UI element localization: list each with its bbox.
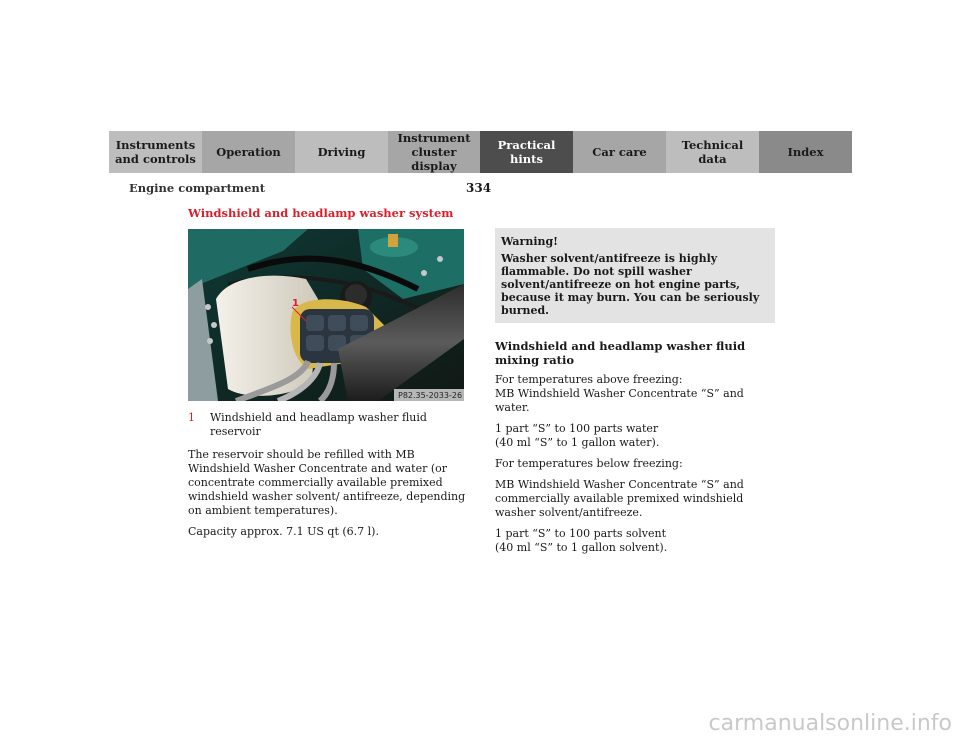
- warning-box: [495, 228, 775, 323]
- callout-number: 1: [292, 298, 299, 309]
- tab-car-care[interactable]: Car care: [573, 131, 666, 173]
- right-column: [495, 228, 775, 562]
- bolt: [205, 304, 211, 310]
- left-column: [188, 206, 466, 546]
- watermark: carmanualsonline.info: [708, 711, 952, 736]
- tab-instruments-and-controls[interactable]: Instruments and controls: [109, 131, 202, 173]
- above-freezing-ratio: [495, 422, 775, 450]
- capacity-paragraph: Capacity approx. 7.1 US qt (6.7 l).: [188, 525, 379, 538]
- tab-technical-data[interactable]: Technical data: [666, 131, 759, 173]
- pump-cell-1: [306, 315, 324, 331]
- below-ratio-line-2: (40 ml “S” to 1 gallon solvent).: [495, 541, 668, 554]
- caption-text: Windshield and headlamp washer fluid reservoir: [210, 411, 427, 438]
- figure-caption: [188, 411, 466, 439]
- chapter-tab-bar: [109, 131, 852, 173]
- pump-cell-4: [306, 335, 324, 351]
- below-freezing-label: For temperatures below freezing:: [495, 457, 683, 470]
- bolt: [207, 338, 213, 344]
- pump-cell-3: [350, 315, 368, 331]
- below-freezing-ratio: [495, 527, 775, 555]
- tab-operation[interactable]: Operation: [202, 131, 295, 173]
- mixing-ratio-heading: Windshield and headlamp washer fluid mixing ratio: [495, 339, 746, 367]
- bolt: [437, 256, 443, 262]
- below-ratio-line-1: 1 part “S” to 100 parts solvent: [495, 527, 667, 540]
- above-ratio-line-2: (40 ml “S” to 1 gallon water).: [495, 436, 660, 449]
- warning-text: Washer solvent/antifreeze is highly flammable. Do not spill washer solvent/antifreeze on hot engine parts, because it may burn. You can be seriously burned.: [501, 252, 760, 317]
- tab-driving[interactable]: Driving: [295, 131, 388, 173]
- section-title: Engine compartment: [129, 181, 266, 195]
- above-ratio-line-1: 1 part “S” to 100 parts water: [495, 422, 659, 435]
- below-freezing-text: MB Windshield Washer Concentrate “S” and commercially available premixed windshield washer solvent/antifreeze.: [495, 478, 744, 519]
- tab-practical-hints[interactable]: Practical hints: [480, 131, 573, 173]
- refill-paragraph: The reservoir should be refilled with MB Windshield Washer Concentrate and water (or concentrate commercially available premixed windshield washer solvent/ antifreeze, depending on ambient temperatures).: [188, 448, 466, 517]
- image-code: P82.35-2033-26: [398, 391, 463, 400]
- tab-index[interactable]: Index: [759, 131, 852, 173]
- caption-number: 1: [188, 411, 195, 424]
- washer-system-heading: Windshield and headlamp washer system: [188, 206, 454, 220]
- strut-bolt: [388, 234, 398, 247]
- pump-cell-2: [328, 315, 346, 331]
- bolt: [421, 270, 427, 276]
- above-freezing-label: For temperatures above freezing:: [495, 373, 683, 386]
- above-freezing-block: [495, 373, 775, 415]
- bolt: [211, 322, 217, 328]
- tab-instrument-cluster-display[interactable]: Instrument cluster display: [388, 131, 480, 173]
- above-freezing-text: MB Windshield Washer Concentrate “S” and water.: [495, 387, 744, 414]
- engine-compartment-photo: [188, 229, 464, 401]
- warning-title: Warning!: [501, 235, 559, 248]
- page-number: 334: [466, 181, 492, 195]
